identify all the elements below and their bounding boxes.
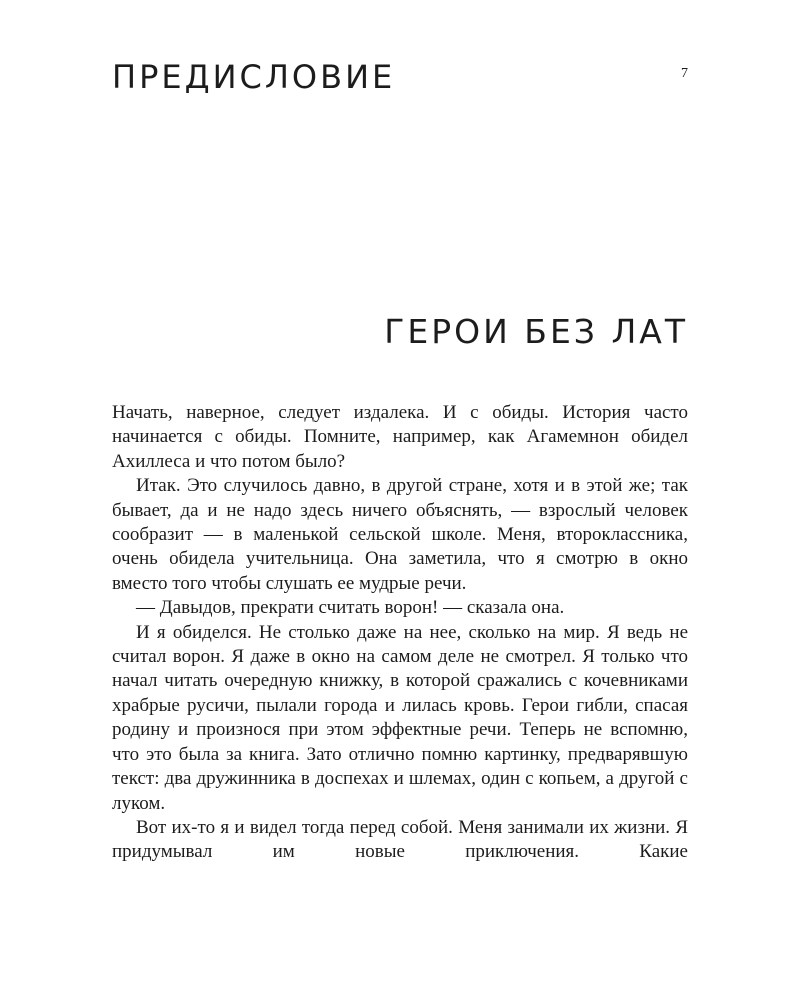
chapter-title: ГЕРОИ БЕЗ ЛАТ	[384, 312, 688, 351]
paragraph: Начать, наверное, следует издалека. И с обиды. История часто начинается с обиды. Помните, например, как Агамемнон обидел Ахиллеса и что потом было?	[112, 402, 688, 472]
paragraph: — Давыдов, прекрати считать ворон! — сказала она.	[136, 597, 565, 619]
page-number: 7	[681, 66, 688, 81]
paragraph: Вот их-то я и видел тогда перед собой. Меня занимали их жизни. Я придумывал им новые приключения. Какие	[112, 816, 688, 863]
body-text	[112, 401, 688, 865]
paragraph: Итак. Это случилось давно, в другой стране, хотя и в этой же; так бывает, да и не надо здесь ничего объяснять, — взрослый человек сообразит — в маленькой сельской школе. Меня, второклассника, очень обидела учительница. Она заметила, что я смотрю в окно вместо того чтобы слушать ее мудрые речи.	[112, 475, 688, 594]
paragraph: И я обиделся. Не столько даже на нее, сколько на мир. Я ведь не считал ворон. Я даже в окно на самом деле не смотрел. Я только что начал читать очередную книжку, в которой сражались с кочевниками храбрые русичи, пылали города и лилась кровь. Герои гибли, спасая родину и произнося при этом эффектные речи. Теперь не вспомню, что это была за книга. Зато отлично помню картинку, предварявшую текст: два дружинника в доспехах и шлемах, один с копьем, а другой с луком.	[112, 621, 688, 814]
running-head: ПРЕДИСЛОВИЕ	[112, 58, 396, 96]
